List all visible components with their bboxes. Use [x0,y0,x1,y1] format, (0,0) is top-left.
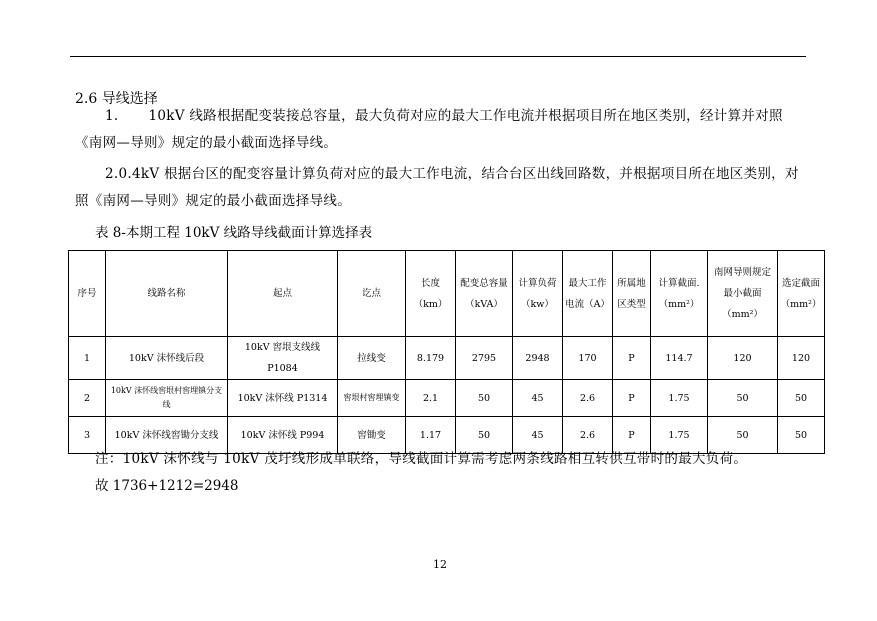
table-cell: 10kV 沫怀线 P1314 [228,380,338,417]
table-caption: 表 8-本期工程 10kV 线路导线截面计算选择表 [95,225,373,241]
header-cell: 长度（km） [406,251,456,337]
table-cell: 窖垠村窖埋镇变 [338,380,406,417]
table-cell: 50 [778,380,825,417]
table-cell: 拉线变 [338,337,406,380]
table-cell: 120 [778,337,825,380]
table-cell: 45 [513,380,563,417]
table-cell: 8.179 [406,337,456,380]
header-cell: 选定截面（mm²） [778,251,825,337]
table-cell: 2 [69,380,106,417]
paragraph-2-text: 2.0.4kV 根据台区的配变容量计算负荷对应的最大工作电流，结合台区出线回路数，并根据项目所在地区类别，对照《南网—导则》规定的最小截面选择导线。 [75,166,799,209]
table-cell: 114.7 [651,337,708,380]
table-cell: 1.75 [651,417,708,454]
table-cell: 1.17 [406,417,456,454]
paragraph-1-number: 1. [105,108,119,124]
header-cell: 计算截面.（mm²） [651,251,708,337]
header-cell: 线路名称 [106,251,228,337]
table-cell: 10kV 沫怀线后段 [106,337,228,380]
header-cell: 南网导则规定最小截面（mm²） [708,251,778,337]
table-cell: 50 [456,380,513,417]
table-cell: 10kV 窖垠支线线 P1084 [228,337,338,380]
table-row [69,380,825,417]
section-heading: 2.6 导线选择 [75,91,158,107]
header-cell: 最大工作电流（A） [563,251,613,337]
table-row [69,337,825,380]
table-cell: 2.1 [406,380,456,417]
table-cell: 1 [69,337,106,380]
table-cell: 2948 [513,337,563,380]
table-note: 注：10kV 沫怀线与 10kV 茂圩线形成单联络，导线截面计算需考虑两条线路相互转供互带时的最大负荷。 [95,451,748,467]
header-cell: 序号 [69,251,106,337]
table-cell: 50 [456,417,513,454]
table-cell: 2.6 [563,417,613,454]
table-cell: 3 [69,417,106,454]
paragraph-1-text: 10kV 线路根据配变装接总容量，最大负荷对应的最大工作电流并根据项目所在地区类别，经计算并对照《南网—导则》规定的最小截面选择导线。 [75,108,783,151]
table-cell: 50 [778,417,825,454]
table-cell: 10kV 沫怀线窖垠村窖埋镇分支线 [106,380,228,417]
conductor-selection-table [68,250,825,454]
table-cell: P [613,337,651,380]
table-cell: P [613,417,651,454]
header-cell: 所属地区类型 [613,251,651,337]
table-cell: 10kV 沫怀线 P994 [228,417,338,454]
paragraph-2 [75,161,805,215]
table-cell: 窖锄变 [338,417,406,454]
table-cell: P [613,380,651,417]
table-cell: 10kV 沫怀线窖锄分支线 [106,417,228,454]
page-number: 12 [433,558,447,571]
table-cell: 2.6 [563,380,613,417]
load-calculation: 故 1736+1212=2948 [95,478,239,494]
table-cell: 2795 [456,337,513,380]
table-header-row [69,251,825,337]
header-cell: 起点 [228,251,338,337]
header-rule [70,56,806,57]
header-cell: 配变总容量（kVA） [456,251,513,337]
header-cell: 计算负荷（kw） [513,251,563,337]
table-cell: 1.75 [651,380,708,417]
table-cell: 50 [708,417,778,454]
table-cell: 45 [513,417,563,454]
paragraph-1 [75,103,805,157]
table-cell: 170 [563,337,613,380]
header-cell: 讫点 [338,251,406,337]
table-cell: 120 [708,337,778,380]
table-cell: 50 [708,380,778,417]
